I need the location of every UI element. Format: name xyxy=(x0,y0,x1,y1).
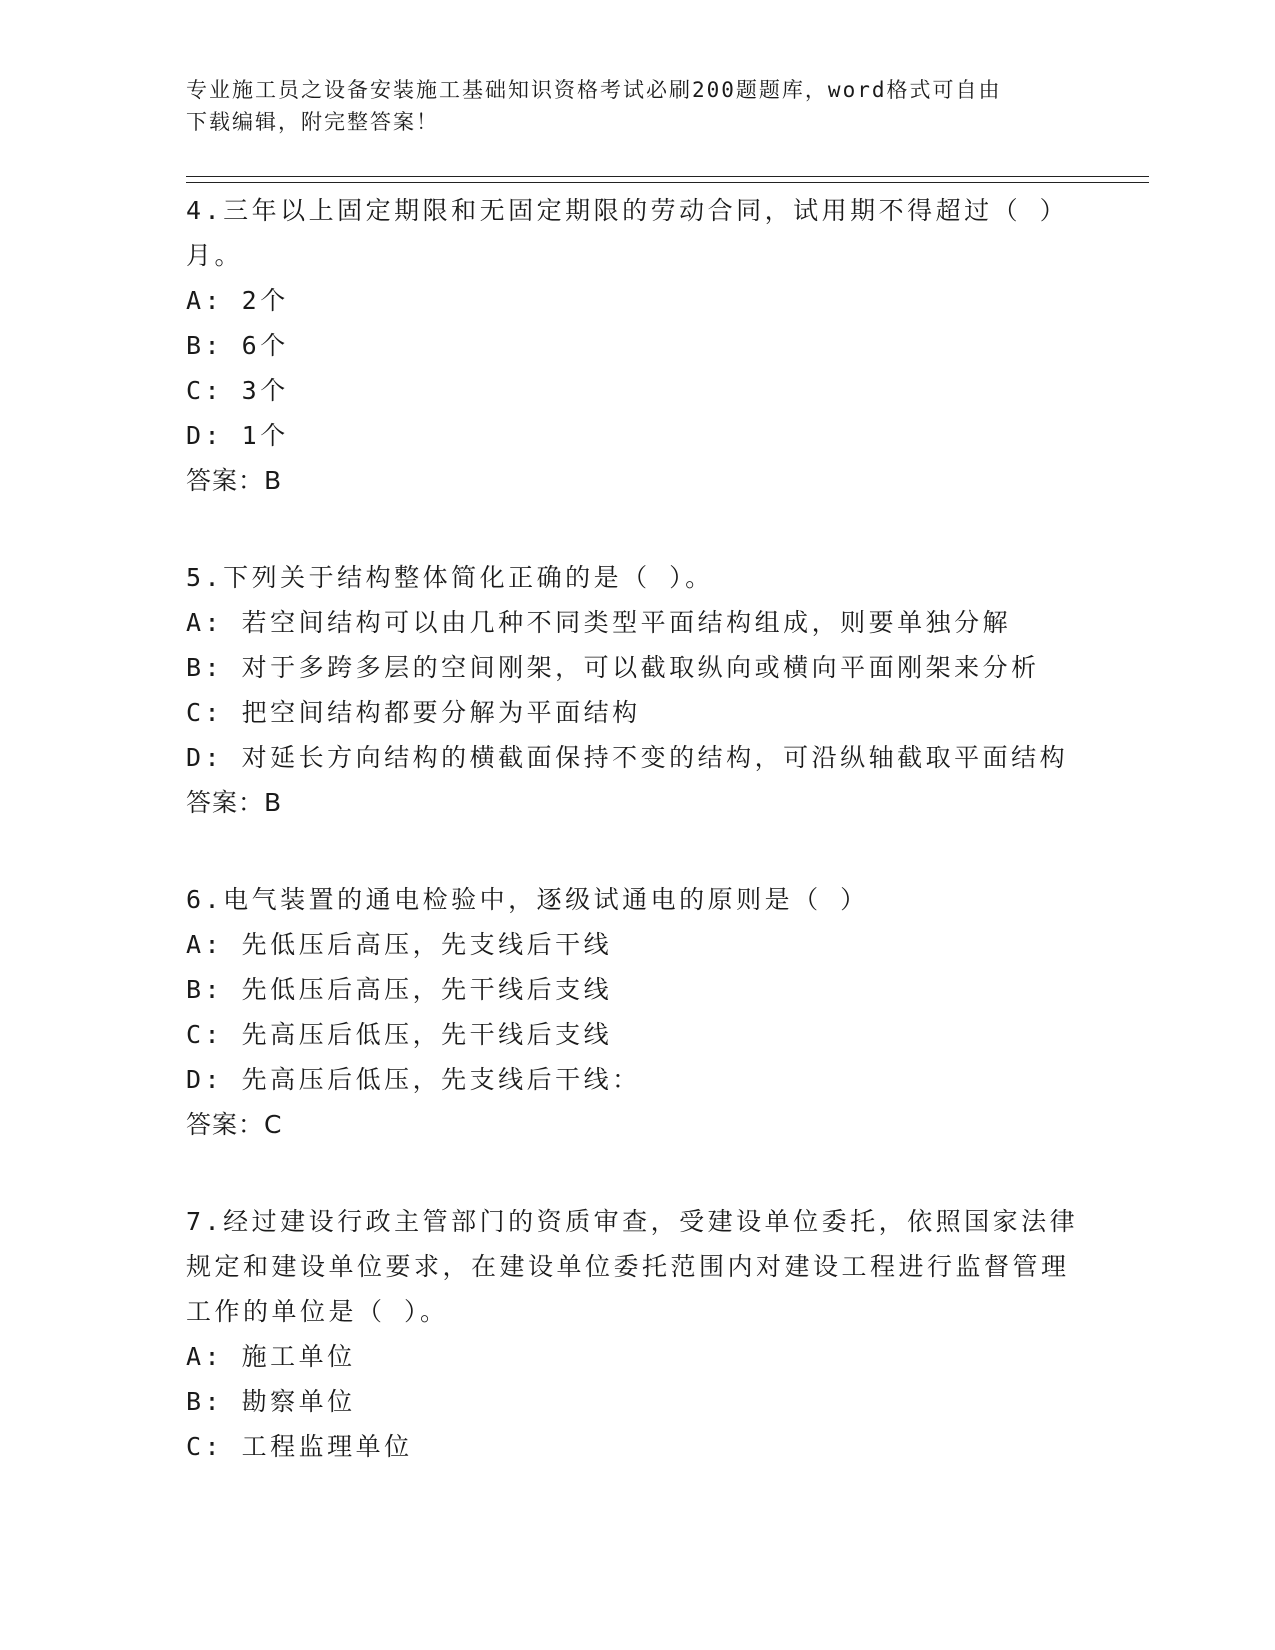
option-c: C: 3个 xyxy=(186,376,289,405)
question-text: 6.电气装置的通电检验中，逐级试通电的原则是（ ） xyxy=(186,885,869,914)
option-b: B: 对于多跨多层的空间刚架，可以截取纵向或横向平面刚架来分析 xyxy=(186,653,1040,682)
answer: 答案：B xyxy=(186,466,283,495)
spacer xyxy=(186,503,1086,555)
question-text: 7.经过建设行政主管部门的资质审查，受建设单位委托，依照国家法律规定和建设单位要求，在建设单位委托范围内对建设工程进行监督管理工作的单位是（ ）。 xyxy=(186,1207,1079,1326)
option-d: D: 1个 xyxy=(186,421,289,450)
question-text: 5.下列关于结构整体简化正确的是（ ）。 xyxy=(186,563,714,592)
spacer xyxy=(186,825,1086,877)
option-a: A: 先低压后高压，先支线后干线 xyxy=(186,930,613,959)
option-a: A: 若空间结构可以由几种不同类型平面结构组成，则要单独分解 xyxy=(186,608,1012,637)
option-d: D: 先高压后低压，先支线后干线： xyxy=(186,1065,641,1094)
option-a: A: 施工单位 xyxy=(186,1342,356,1371)
answer: 答案：C xyxy=(186,1110,283,1139)
option-b: B: 6个 xyxy=(186,331,289,360)
answer: 答案：B xyxy=(186,788,283,817)
question-text: 4.三年以上固定期限和无固定期限的劳动合同，试用期不得超过（ ）月。 xyxy=(186,196,1069,270)
option-b: B: 先低压后高压，先干线后支线 xyxy=(186,975,613,1004)
option-a: A: 2个 xyxy=(186,286,289,315)
header-divider-top xyxy=(186,176,1149,177)
question-6 xyxy=(186,877,1086,1147)
question-7 xyxy=(186,1199,1086,1469)
question-5 xyxy=(186,555,1086,825)
header-line-2: 下载编辑，附完整答案！ xyxy=(186,110,439,134)
header-divider-bottom xyxy=(186,182,1149,183)
question-list xyxy=(186,188,1086,1469)
option-d: D: 对延长方向结构的横截面保持不变的结构，可沿纵轴截取平面结构 xyxy=(186,743,1069,772)
spacer xyxy=(186,1147,1086,1199)
header-line-1: 专业施工员之设备安装施工基础知识资格考试必刷200题题库，word格式可自由 xyxy=(186,78,1002,102)
option-c: C: 工程监理单位 xyxy=(186,1432,413,1461)
option-c: C: 把空间结构都要分解为平面结构 xyxy=(186,698,641,727)
option-b: B: 勘察单位 xyxy=(186,1387,356,1416)
document-header xyxy=(186,74,1066,138)
question-4 xyxy=(186,188,1086,503)
option-c: C: 先高压后低压，先干线后支线 xyxy=(186,1020,613,1049)
